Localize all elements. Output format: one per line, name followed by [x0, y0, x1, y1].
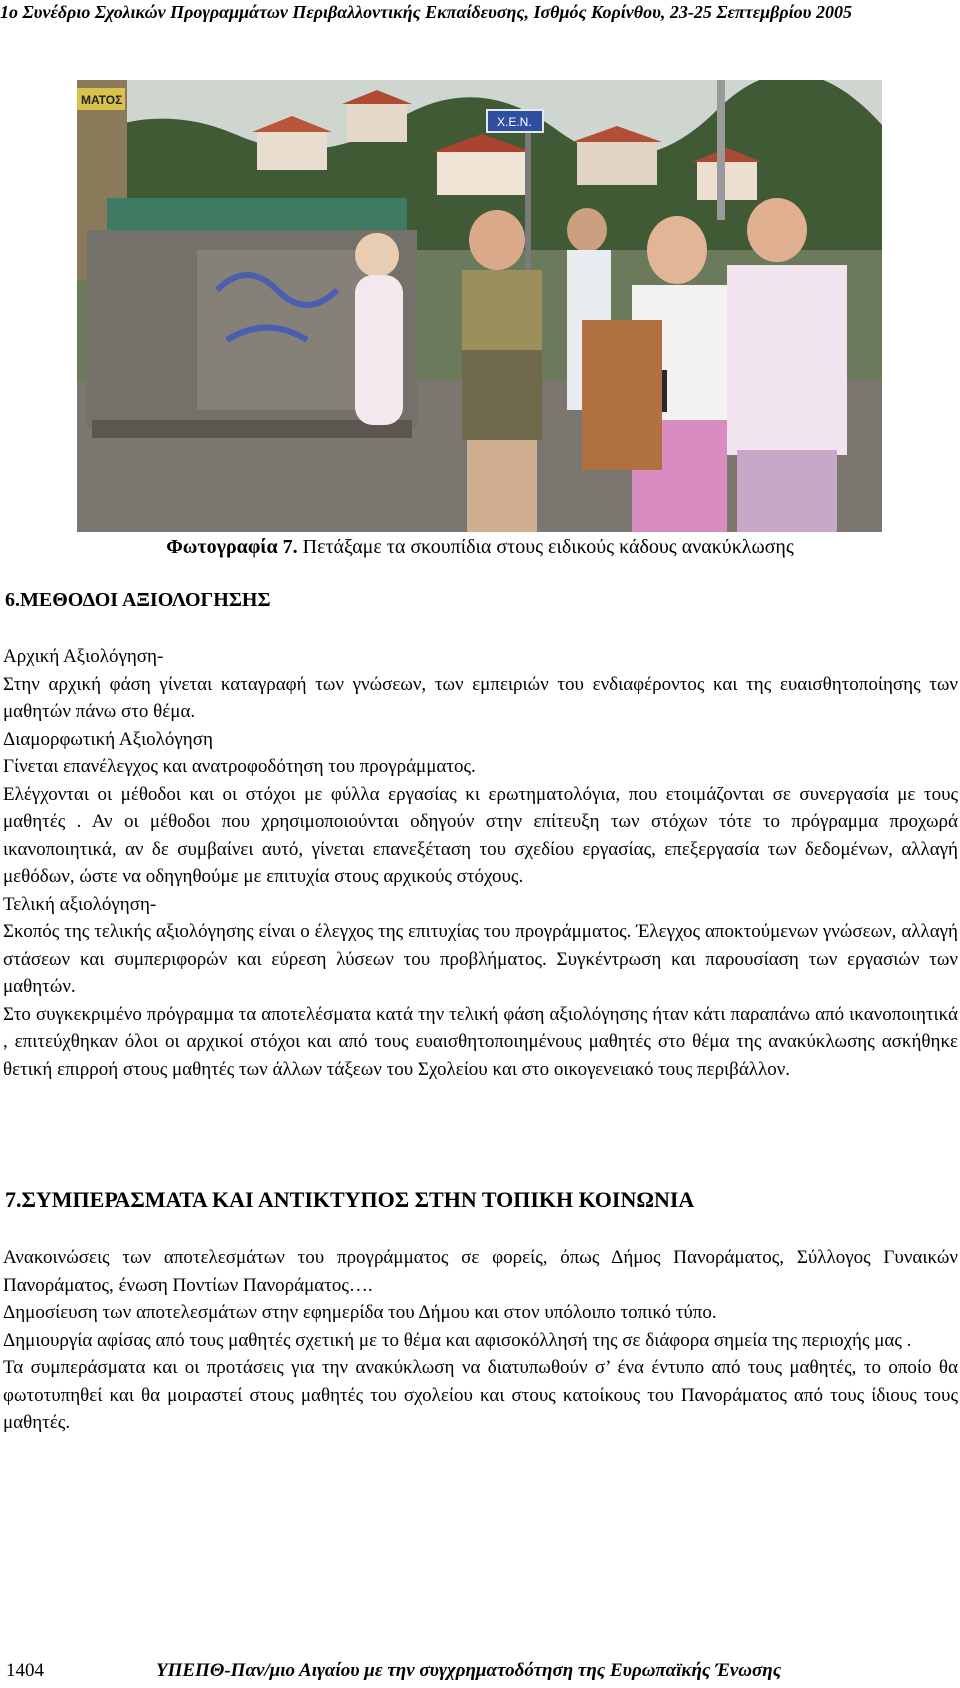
- left-sign-text: ΜΑΤΟΣ: [81, 93, 123, 107]
- recycling-photo: [77, 80, 882, 532]
- conference-header: 1ο Συνέδριο Σχολικών Προγραμμάτων Περιβαλλοντικής Εκπαίδευσης, Ισθμός Κορίνθου, 23-25 Σεπτεμβρίου 2005: [0, 2, 852, 22]
- caption-text: Πετάξαμε τα σκουπίδια στους ειδικούς κάδους ανακύκλωσης: [302, 536, 794, 558]
- final-evaluation-text-2: Στο συγκεκριμένο πρόγραμμα τα αποτελέσματα κατά την τελική φάση αξιολόγησης ήταν κάτι παραπάνω από ικανοποιητικά , επιτεύχθηκαν όλοι οι αρχικοί στόχοι και από τους ευαισθητοποιημένους μαθητές στο θέμα της ανακύκλωσης ασκήθηκε θετική επιρροή στους μαθητές των άλλων τάξεων του Σχολείου και στο οικογενειακό τους περιβάλλον.: [3, 1003, 958, 1080]
- section-6-heading: 6.ΜΕΘΟΔΟΙ ΑΞΙΟΛΟΓΗΣΗΣ: [5, 589, 271, 611]
- section-6-body: [3, 643, 958, 1083]
- page-number: 1404: [6, 1660, 44, 1681]
- caption-label: Φωτογραφία 7.: [166, 536, 298, 558]
- road-sign-text: Χ.Ε.Ν.: [497, 115, 532, 129]
- page-footer: [0, 1660, 960, 1686]
- initial-evaluation-text: Στην αρχική φάση γίνεται καταγραφή των γνώσεων, των εμπειριών του ενδιαφέροντος και της ευαισθητοποίησης των μαθητών πάνω στο θέμα.: [3, 673, 958, 722]
- initial-evaluation-title: Αρχική Αξιολόγηση-: [3, 646, 164, 667]
- publication-paragraph: Δημοσίευση των αποτελεσμάτων στην εφημερίδα του Δήμου και στον υπόλοιπο τοπικό τύπο.: [3, 1302, 717, 1323]
- section-7-body: [3, 1244, 958, 1437]
- leaflet-paragraph: Τα συμπεράσματα και οι προτάσεις για την ανακύκλωση να διατυπωθούν σ’ ένα έντυπο από τους μαθητές, το οποίο θα φωτοτυπηθεί και θα μοιραστεί στους μαθητές του σχολείου και στους κατοίκους του Πανοράματος από τους ίδιους τους μαθητές.: [3, 1357, 958, 1433]
- formative-evaluation-text-2: Ελέγχονται οι μέθοδοι και οι στόχοι με φύλλα εργασίας κι ερωτηματολόγια, που ετοιμάζονται σε συνεργασία με τους μαθητές . Αν οι μέθοδοι που χρησιμοποιούνται οδηγούν στην επίτευξη των στόχων τότε το πρόγραμμα προχωρά ικανοποιητικά, αν δε συμβαίνει αυτό, γίνεται επανεξέταση του σχεδίου εργασίας, επεξεργασία των δεδομένων, αλλαγή μεθόδων, ώστε να οδηγηθούμε με επιτυχία στους αρχικούς στόχους.: [3, 783, 958, 887]
- formative-evaluation-text-1: Γίνεται επανέλεγχος και ανατροφοδότηση του προγράμματος.: [3, 756, 476, 777]
- final-evaluation-text-1: Σκοπός της τελικής αξιολόγησης είναι ο έλεγχος της επιτυχίας του προγράμματος. Έλεγχος αποκτούμενων γνώσεων, αλλαγή στάσεων και συμπεριφορών και εύρεση λύσεων του προβλήματος. Συγκέντρωση και παρουσίαση των εργασιών των μαθητών.: [3, 921, 958, 997]
- final-evaluation-title: Τελική αξιολόγηση-: [3, 893, 157, 915]
- photo-caption: [0, 534, 960, 560]
- section-7-heading: 7.ΣΥΜΠΕΡΑΣΜΑΤΑ ΚΑΙ ΑΝΤΙΚΤΥΠΟΣ ΣΤΗΝ ΤΟΠΙΚΗ ΚΟΙΝΩΝΙΑ: [5, 1187, 695, 1212]
- poster-paragraph: Δημιουργία αφίσας από τους μαθητές σχετική με το θέμα και αφισοκόλλησή της σε διάφορα σημεία της περιοχής μας .: [3, 1329, 912, 1351]
- announcements-paragraph: Ανακοινώσεις των αποτελεσμάτων του προγράμματος σε φορείς, όπως Δήμος Πανοράματος, Σύλλογος Γυναικών Πανοράματος, ένωση Ποντίων Πανοράματος….: [3, 1247, 958, 1296]
- formative-evaluation-title: Διαμορφωτική Αξιολόγηση: [3, 728, 213, 750]
- funding-note: ΥΠΕΠΘ-Παν/μιο Αιγαίου με την συγχρηματοδότηση της Ευρωπαϊκής Ένωσης: [156, 1660, 782, 1681]
